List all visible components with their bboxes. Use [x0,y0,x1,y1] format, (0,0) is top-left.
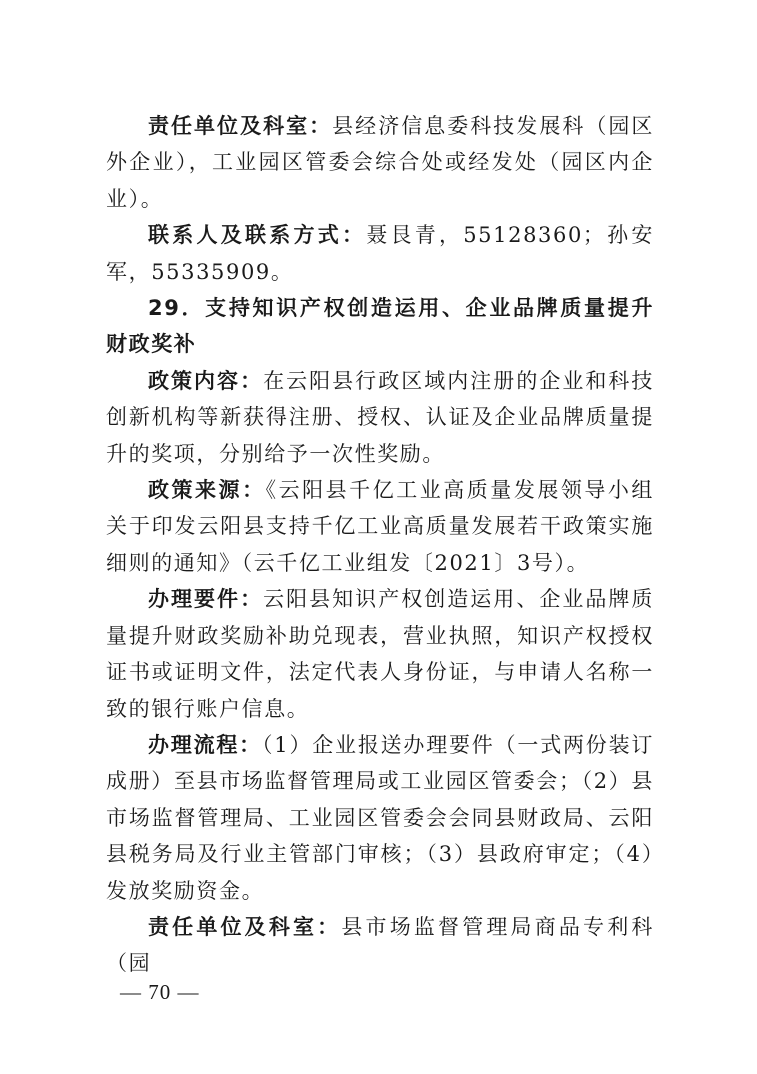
contact-paragraph [106,217,654,290]
responsible-unit-2-label: 责任单位及科室： [148,914,342,939]
process-text: （1）企业报送办理要件（一式两份装订成册）至县市场监督管理局或工业园区管委会；（2）县市场监督管理局、工业园区管委会会同县财政局、云阳县税务局及行业主管部门审核；（3）县政府审定；（4）发放奖励资金。 [106,732,654,903]
contact-text: 聂艮青，55128360；孙安军，55335909。 [106,223,655,284]
document-body [106,108,654,982]
contact-label: 联系人及联系方式： [148,223,367,248]
responsible-unit-text: 县经济信息委科技发展科（园区外企业），工业园区管委会综合处或经发处（园区内企业）。 [106,114,654,211]
section-heading: 29．支持知识产权创造运用、企业品牌质量提升财政奖补 [106,296,654,357]
policy-source-paragraph [106,472,654,581]
requirements-text: 云阳县知识产权创造运用、企业品牌质量提升财政奖励补助兑现表，营业执照，知识产权授权证书或证明文件，法定代表人身份证，与申请人名称一致的银行账户信息。 [106,587,655,721]
requirements-label: 办理要件： [148,587,264,612]
process-label: 办理流程： [148,732,262,757]
policy-content-text: 在云阳县行政区域内注册的企业和科技创新机构等新获得注册、授权、认证及企业品牌质量提升的奖项，分别给予一次性奖励。 [106,368,655,466]
responsible-unit-paragraph [106,108,654,217]
policy-source-text: 《云阳县千亿工业高质量发展领导小组关于印发云阳县支持千亿工业高质量发展若干政策实施细则的通知》（云千亿工业组发〔2021〕3号）。 [106,478,655,575]
process-paragraph [106,727,654,909]
responsible-unit-label: 责任单位及科室： [148,114,333,138]
policy-source-label: 政策来源： [148,478,266,503]
policy-content-paragraph [106,363,654,472]
responsible-unit-2-paragraph [106,909,654,982]
page-number: — 70 — [120,980,200,1004]
policy-content-label: 政策内容： [148,368,264,393]
requirements-paragraph [106,581,654,727]
responsible-unit-2-text: 县市场监督管理局商品专利科（园 [106,914,654,976]
